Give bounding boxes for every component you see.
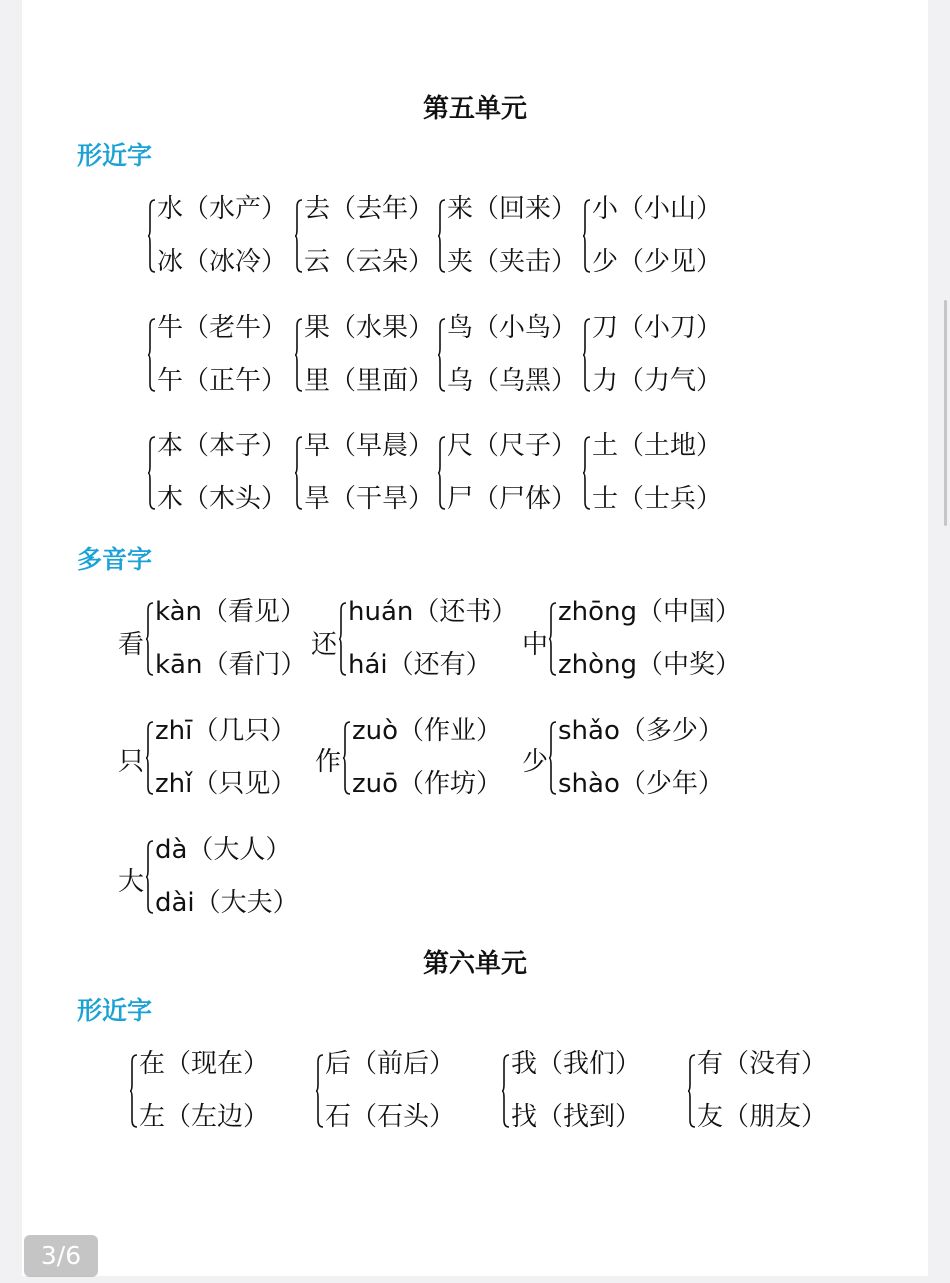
- pinyin-line-2: zhòng（中奖）: [558, 650, 742, 680]
- pinyin-line-2: shào（少年）: [558, 769, 724, 799]
- brace-icon: [148, 436, 156, 510]
- unit-5-title: 第五单元: [422, 94, 527, 124]
- pair-line-2: 力（力气）: [592, 366, 723, 396]
- pair-line-2: 冰（冰冷）: [157, 247, 288, 277]
- pair-line-1: 有（没有）: [697, 1049, 828, 1079]
- pair-line-1: 鸟（小鸟）: [447, 313, 578, 343]
- pinyin-line-1: zhī（几只）: [155, 716, 297, 746]
- brace-icon: [438, 318, 446, 392]
- pair-line-1: 我（我们）: [511, 1049, 642, 1079]
- poly-head-char: 只: [118, 747, 145, 777]
- brace-icon: [148, 199, 156, 273]
- brace-icon: [295, 318, 303, 392]
- pair-line-1: 果（水果）: [304, 313, 435, 343]
- brace-icon: [316, 1054, 324, 1128]
- pinyin-line-2: zuō（作坊）: [352, 769, 503, 799]
- pinyin-line-1: dà（大人）: [155, 835, 292, 865]
- pair-line-1: 早（早晨）: [304, 431, 435, 461]
- pinyin-line-1: shǎo（多少）: [558, 716, 724, 746]
- poly-head-char: 看: [118, 630, 145, 660]
- brace-icon: [549, 721, 557, 795]
- similar-chars-heading-unit6: 形近字: [77, 996, 153, 1025]
- poly-head-char: 中: [522, 630, 549, 660]
- poly-head-char: 作: [315, 747, 342, 777]
- brace-icon: [688, 1054, 696, 1128]
- brace-icon: [146, 840, 154, 914]
- brace-icon: [295, 436, 303, 510]
- brace-icon: [583, 318, 591, 392]
- pair-line-2: 木（木头）: [157, 484, 288, 514]
- pair-line-1: 尺（尺子）: [447, 431, 578, 461]
- page-indicator: 3/6: [24, 1235, 98, 1277]
- pinyin-line-2: hái（还有）: [348, 650, 492, 680]
- brace-icon: [339, 602, 347, 676]
- polyphonic-chars-heading: 多音字: [77, 545, 153, 574]
- pair-line-2: 少（少见）: [592, 247, 723, 277]
- pair-line-2: 乌（乌黑）: [447, 366, 578, 396]
- pair-line-1: 土（土地）: [592, 431, 723, 461]
- pair-line-1: 刀（小刀）: [592, 313, 723, 343]
- pinyin-line-2: dài（大夫）: [155, 888, 299, 918]
- similar-chars-heading-unit5: 形近字: [77, 141, 153, 170]
- brace-icon: [583, 436, 591, 510]
- scrollbar[interactable]: [944, 300, 947, 526]
- poly-head-char: 少: [522, 747, 549, 777]
- pair-line-2: 云（云朵）: [304, 247, 435, 277]
- poly-head-char: 大: [118, 867, 145, 897]
- brace-icon: [438, 436, 446, 510]
- pair-line-1: 牛（老牛）: [157, 313, 288, 343]
- pair-line-1: 来（回来）: [447, 194, 578, 224]
- pinyin-line-1: zhōng（中国）: [558, 597, 742, 627]
- brace-icon: [343, 721, 351, 795]
- pinyin-line-2: kān（看门）: [155, 650, 307, 680]
- brace-icon: [549, 602, 557, 676]
- pair-line-1: 去（去年）: [304, 194, 435, 224]
- pair-line-2: 友（朋友）: [697, 1102, 828, 1132]
- poly-head-char: 还: [311, 630, 338, 660]
- pinyin-line-1: huán（还书）: [348, 597, 518, 627]
- pinyin-line-1: zuò（作业）: [352, 716, 503, 746]
- pinyin-line-2: zhǐ（只见）: [155, 769, 297, 799]
- pair-line-1: 本（本子）: [157, 431, 288, 461]
- brace-icon: [502, 1054, 510, 1128]
- pinyin-line-1: kàn（看见）: [155, 597, 307, 627]
- brace-icon: [148, 318, 156, 392]
- pair-line-2: 尸（尸体）: [447, 484, 578, 514]
- unit-6-title: 第六单元: [422, 949, 527, 979]
- brace-icon: [146, 721, 154, 795]
- pair-line-1: 后（前后）: [325, 1049, 456, 1079]
- pair-line-2: 左（左边）: [139, 1102, 270, 1132]
- pair-line-2: 找（找到）: [511, 1102, 642, 1132]
- pair-line-2: 旱（干旱）: [304, 484, 435, 514]
- pair-line-1: 水（水产）: [157, 194, 288, 224]
- pair-line-2: 里（里面）: [304, 366, 435, 396]
- brace-icon: [295, 199, 303, 273]
- pair-line-2: 夹（夹击）: [447, 247, 578, 277]
- brace-icon: [438, 199, 446, 273]
- pair-line-1: 在（现在）: [139, 1049, 270, 1079]
- document-page: [22, 0, 928, 1276]
- pair-line-2: 午（正午）: [157, 366, 288, 396]
- brace-icon: [146, 602, 154, 676]
- pair-line-2: 士（士兵）: [592, 484, 723, 514]
- brace-icon: [130, 1054, 138, 1128]
- pair-line-2: 石（石头）: [325, 1102, 456, 1132]
- pair-line-1: 小（小山）: [592, 194, 723, 224]
- brace-icon: [583, 199, 591, 273]
